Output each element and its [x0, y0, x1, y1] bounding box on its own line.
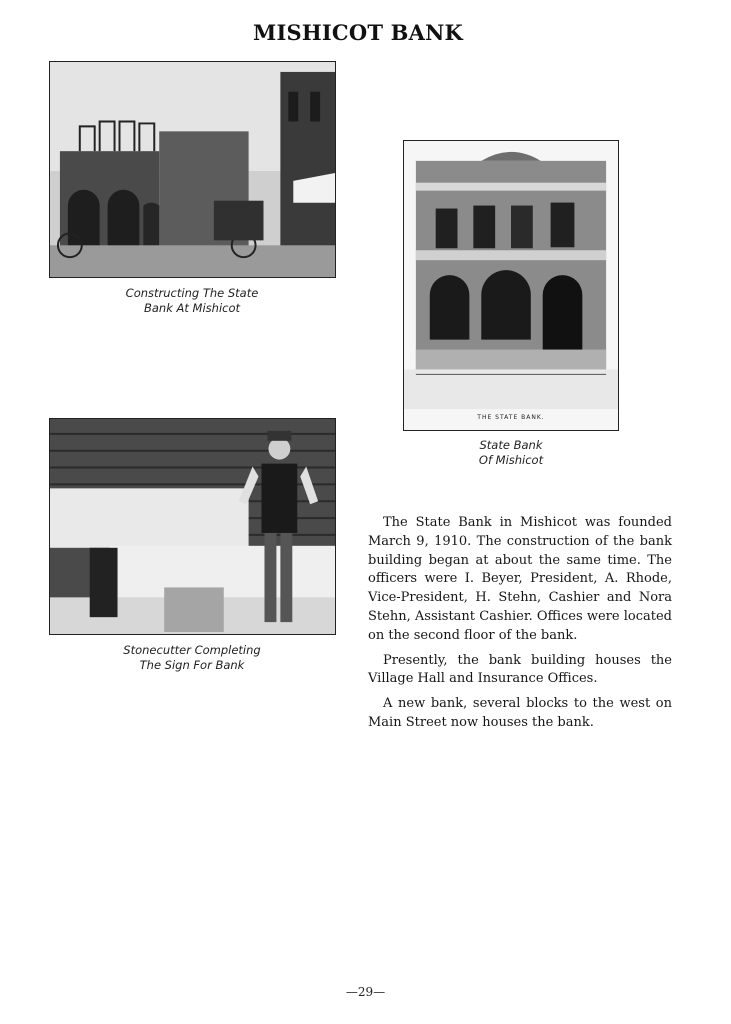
page-number: —29— — [345, 985, 386, 999]
caption-line: Stonecutter Completing — [123, 643, 261, 657]
page-title: MISHICOT BANK — [253, 20, 463, 45]
construction-photo-caption — [92, 286, 292, 316]
stonecutter-photo — [49, 418, 336, 635]
article-paragraph: Presently, the bank building houses the Village Hall and Insurance Offices. — [368, 652, 672, 687]
article-paragraph: The State Bank in Mishicot was founded March 9, 1910. The construction of the bank building began at about the same time. The officers were I. Beyer, President, A. Rhode, Vice-President, H. Stehn, Cashier and Nora Stehn, Assistant Cashier. Offices were located on the second floor of the bank. — [368, 515, 672, 643]
article-paragraph: A new bank, several blocks to the west on Main Street now houses the bank. — [368, 696, 672, 730]
article-body — [368, 514, 672, 739]
caption-line: Bank At Mishicot — [143, 301, 241, 315]
caption-line: The Sign For Bank — [139, 658, 245, 672]
caption-line: Constructing The State — [125, 286, 259, 300]
state-bank-photo — [403, 140, 619, 431]
construction-photo — [49, 61, 336, 278]
state-bank-photo-caption — [411, 438, 611, 468]
stonecutter-photo-caption — [92, 643, 292, 673]
caption-line: State Bank — [479, 438, 543, 452]
caption-line: Of Mishicot — [478, 453, 544, 467]
plate-label: THE STATE BANK. — [477, 414, 545, 421]
